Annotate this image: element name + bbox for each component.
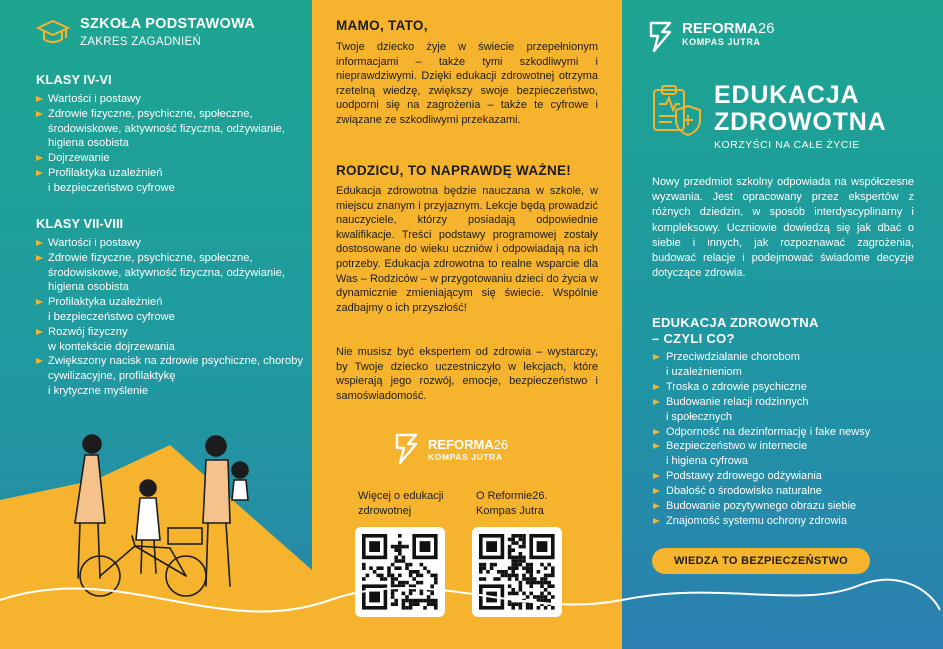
logo-subtitle: KOMPAS JUTRA <box>682 37 761 47</box>
logo-text: REFORMA <box>428 436 494 452</box>
list-item: Bezpieczeństwo w internecie i higiena cyfrowa <box>652 439 937 469</box>
qr-label-reforma: O Reformie26. Kompas Jutra <box>476 490 548 517</box>
list-item: Podstawy zdrowego odżywiania <box>652 469 937 484</box>
topics-heading-line-1: EDUKACJA ZDROWOTNA <box>652 315 819 330</box>
mid-heading-important: RODZICU, TO NAPRAWDĘ WAŻNE! <box>336 163 572 178</box>
list-item: Wartości i postawy <box>36 92 306 107</box>
main-title-line-2: ZDROWOTNA <box>714 108 887 136</box>
list-item: Profilaktyka uzależnień i bezpieczeństwo cyfrowe <box>36 166 306 196</box>
intro-paragraph: Nowy przedmiot szkolny odpowiada na współczesne wyzwania. Jest opracowany przez ekspertów z różnych dziedzin, w sposób interdyscyplinarny i kompleksowy. Uczniowie dowiedzą się jak dbać o siebie i innych, jak rozpoznawać zagrożenia, budować relacje i podejmować świadome decyzje dotyczące zdrowia. <box>652 176 914 280</box>
main-subtitle: KORZYŚCI NA CAŁE ŻYCIE <box>714 139 860 151</box>
list-item: Profilaktyka uzależnień i bezpieczeństwo cyfrowe <box>36 295 306 325</box>
logo-number: 26 <box>493 436 509 452</box>
mid-paragraph-1: Twoje dziecko żyje w świecie przepełnionym informacjami – także tymi szkodliwymi i nieprawdziwymi. Dzięki edukacji zdrowotnej otrzyma rzetelną wiedzę, zwiększy swoje bezpieczeństwo, uodporni się na zagrożenia – także te cyfrowe i związane ze szkodliwymi przekazami. <box>336 41 598 126</box>
list-item: Zdrowie fizyczne, psychiczne, społeczne, środowiskowe, aktywność fizyczna, odżywianie, higiena osobista <box>36 251 306 295</box>
qr-label-health-education: Więcej o edukacji zdrowotnej <box>358 490 444 517</box>
list-item: Troska o zdrowie psychiczne <box>652 380 937 395</box>
graduation-cap-icon <box>36 18 70 48</box>
qr-code-health-education[interactable] <box>355 527 445 617</box>
logo-text: REFORMA <box>682 20 758 37</box>
left-panel <box>0 0 312 649</box>
topics-list <box>652 350 937 529</box>
right-panel <box>622 0 943 649</box>
list-item: Rozwój fizyczny w kontekście dojrzewania <box>36 325 306 355</box>
section-title-7-8: KLASY VII-VIII <box>36 216 124 231</box>
mid-paragraph-2: Edukacja zdrowotna będzie nauczana w szkole, w miejscu znanym i przyjaznym. Lekcje będą prowadzić nauczyciele, którzy posiadają odpowiednie kwalifikacje. Treści podstawy programowej zostały dostosowane do wieku uczniów i odpowiadają na ich potrzeby. Edukacja zdrowotna to realne wsparcie dla Was – Rodziców – w przygotowaniu dzieci do życia w dynamicznie zmieniającym się świecie. Wspólnie zadbajmy o ich przyszłość! <box>336 185 598 314</box>
list-7-8 <box>36 236 306 399</box>
section-title-4-6: KLASY IV-VI <box>36 72 112 87</box>
reforma-logo-icon <box>648 20 676 54</box>
list-item: Budowanie pozytywnego obrazu siebie <box>652 499 937 514</box>
topics-heading <box>652 315 819 347</box>
list-item: Znajomość systemu ochrony zdrowia <box>652 514 937 529</box>
main-title-line-1: EDUKACJA <box>714 81 860 109</box>
list-item: Zdrowie fizyczne, psychiczne, społeczne, środowiskowe, aktywność fizyczna, odżywianie, higiena osobista <box>36 107 306 151</box>
cta-badge[interactable]: WIEDZA TO BEZPIECZEŃSTWO <box>652 548 870 574</box>
list-item: Budowanie relacji rodzinnych i społecznych <box>652 395 937 425</box>
list-item: Odporność na dezinformację i fake newsy <box>652 425 937 440</box>
family-illustration <box>40 428 260 603</box>
qr-code-reforma[interactable] <box>472 527 562 617</box>
topics-heading-line-2: – CZYLI CO? <box>652 331 735 346</box>
list-item: Zwiększony nacisk na zdrowie psychiczne, choroby cywilizacyjne, profilaktykę i krytyczne myślenie <box>36 354 306 398</box>
school-subtitle: ZAKRES ZAGADNIEŃ <box>80 36 202 48</box>
reforma-logo-mid <box>394 432 508 466</box>
mid-paragraph-3: Nie musisz być ekspertem od zdrowia – wystarczy, by Twoje dziecko uczestniczyło w lekcjach, które wspierają jego rozwój, emocje, bezpieczeństwo i samoświadomość. <box>336 346 598 402</box>
school-title: SZKOŁA PODSTAWOWA <box>80 16 256 32</box>
main-title <box>714 82 886 136</box>
list-item: Dbałość o środowisko naturalne <box>652 484 937 499</box>
reforma-logo-icon <box>394 432 422 466</box>
list-item: Wartości i postawy <box>36 236 306 251</box>
school-header <box>36 16 255 48</box>
logo-number: 26 <box>757 20 775 37</box>
list-item: Dojrzewanie <box>36 151 306 166</box>
list-4-6 <box>36 92 306 196</box>
medical-clipboard-icon <box>650 84 704 138</box>
logo-subtitle: KOMPAS JUTRA <box>428 451 503 462</box>
list-item: Przeciwdziałanie chorobom i uzależnieniom <box>652 350 937 380</box>
mid-heading-parents: MAMO, TATO, <box>336 18 428 33</box>
reforma-logo-top <box>648 20 775 54</box>
middle-panel <box>312 0 622 649</box>
